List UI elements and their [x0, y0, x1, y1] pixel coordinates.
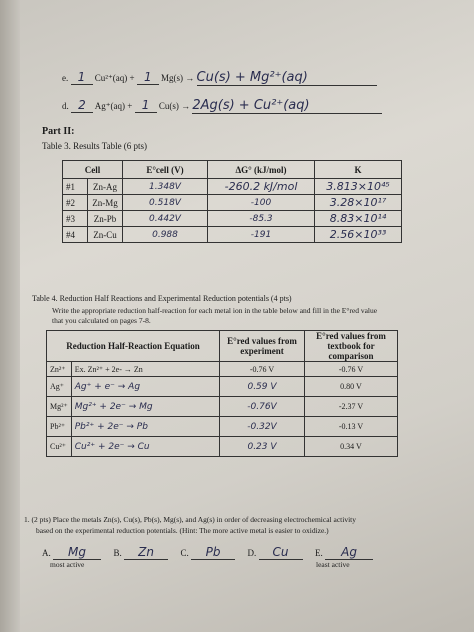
- reaction-d: [62, 98, 382, 114]
- table-row: [63, 227, 402, 243]
- row-dg: -260.2 kJ/mol: [208, 179, 315, 195]
- row-book: -0.76 V: [305, 362, 398, 377]
- question-line-1: (2 pts) Place the metals Zn(s), Cu(s), Pb(s), Mg(s), and Ag(s) in order of decreasing electrochemical activity: [31, 515, 356, 524]
- reaction-e-letter: e.: [62, 73, 69, 83]
- row-num: #1: [63, 179, 88, 195]
- row-ecell: 1.348V: [123, 179, 208, 195]
- reaction-e-reactant2: Mg(s) →: [161, 73, 195, 83]
- header-cell: Cell: [63, 161, 123, 179]
- row-ecell: 0.988: [123, 227, 208, 243]
- row-dg: -85.3: [208, 211, 315, 227]
- reaction-d-letter: d.: [62, 101, 69, 111]
- reduction-table: [46, 330, 398, 457]
- header-dg: ΔG° (kJ/mol): [208, 161, 315, 179]
- table4-instruction-2: that you calculated on pages 7-8.: [52, 316, 151, 325]
- row-ion: Zn²⁺: [47, 362, 72, 377]
- row-book: 0.34 V: [305, 437, 398, 457]
- row-exp: -0.32V: [220, 417, 305, 437]
- part-title: Part II:: [42, 126, 75, 137]
- answer-a-letter: A.: [42, 548, 51, 558]
- reaction-e-products: Cu(s) + Mg²⁺(aq): [197, 70, 377, 86]
- row-equation: Cu²⁺ + 2e⁻ → Cu: [71, 437, 219, 457]
- row-book: -2.37 V: [305, 397, 398, 417]
- reaction-d-coef2: 1: [135, 98, 157, 113]
- table4-caption: Table 4. Reduction Half Reactions and Experimental Reduction potentials (4 pts): [32, 294, 292, 303]
- page-shadow: [0, 0, 20, 632]
- row-ion: Cu²⁺: [47, 437, 72, 457]
- row-cell: Zn-Ag: [88, 179, 123, 195]
- answer-a: Mg: [53, 545, 101, 560]
- row-exp: -0.76 V: [220, 362, 305, 377]
- header-half-reaction: Reduction Half-Reaction Equation: [47, 331, 220, 362]
- answer-b: Zn: [124, 545, 168, 560]
- answer-c: Pb: [191, 545, 235, 560]
- answer-d: Cu: [259, 545, 303, 560]
- row-equation: Ag⁺ + e⁻ → Ag: [71, 377, 219, 397]
- row-dg: -191: [208, 227, 315, 243]
- reaction-e-coef1: 1: [71, 70, 93, 85]
- answer-e-letter: E.: [315, 548, 323, 558]
- row-exp: 0.59 V: [220, 377, 305, 397]
- row-k: 8.83×10¹⁴: [315, 211, 402, 227]
- answer-b-letter: B.: [113, 548, 122, 558]
- row-ion: Mg²⁺: [47, 397, 72, 417]
- answer-row: [42, 545, 373, 560]
- row-k: 3.28×10¹⁷: [315, 195, 402, 211]
- row-equation: Pb²⁺ + 2e⁻ → Pb: [71, 417, 219, 437]
- table-row: [47, 417, 398, 437]
- table3-caption: Table 3. Results Table (6 pts): [42, 141, 148, 151]
- row-num: #2: [63, 195, 88, 211]
- reaction-d-coef1: 2: [71, 98, 93, 113]
- row-book: 0.80 V: [305, 377, 398, 397]
- table-row: [47, 437, 398, 457]
- answer-e: Ag: [325, 545, 373, 560]
- row-cell: Zn-Mg: [88, 195, 123, 211]
- row-ion: Pb²⁺: [47, 417, 72, 437]
- question-number: 1.: [24, 515, 30, 524]
- row-ion: Ag⁺: [47, 377, 72, 397]
- row-k: 3.813×10⁴⁵: [315, 179, 402, 195]
- reaction-e: [62, 70, 377, 86]
- table4-instruction-1: Write the appropriate reduction half-reaction for each metal ion in the table below and fill in the E°red value: [52, 306, 378, 315]
- reaction-d-products: 2Ag(s) + Cu²⁺(aq): [192, 98, 382, 114]
- row-book: -0.13 V: [305, 417, 398, 437]
- row-equation: Mg²⁺ + 2e⁻ → Mg: [71, 397, 219, 417]
- header-ecell: E°cell (V): [123, 161, 208, 179]
- row-ecell: 0.442V: [123, 211, 208, 227]
- table-row: [63, 211, 402, 227]
- row-equation: Ex. Zn²⁺ + 2e- → Zn: [71, 362, 219, 377]
- row-num: #3: [63, 211, 88, 227]
- question-1: [24, 515, 356, 524]
- reaction-e-coef2: 1: [137, 70, 159, 85]
- row-num: #4: [63, 227, 88, 243]
- header-book: E°red values from textbook for comparison: [305, 331, 398, 362]
- row-k: 2.56×10³³: [315, 227, 402, 243]
- row-exp: -0.76V: [220, 397, 305, 417]
- table-row: [63, 179, 402, 195]
- reaction-d-reactant2: Cu(s) →: [158, 101, 191, 111]
- table-row: [47, 397, 398, 417]
- header-k: K: [315, 161, 402, 179]
- row-cell: Zn-Pb: [88, 211, 123, 227]
- table-row: [63, 195, 402, 211]
- answer-c-letter: C.: [180, 548, 189, 558]
- row-dg: -100: [208, 195, 315, 211]
- header-exp: E°red values from experiment: [220, 331, 305, 362]
- row-cell: Zn-Cu: [88, 227, 123, 243]
- least-active-label: least active: [316, 560, 350, 569]
- answer-d-letter: D.: [247, 548, 257, 558]
- results-table: [62, 160, 402, 243]
- row-exp: 0.23 V: [220, 437, 305, 457]
- question-line-2: based on the experimental reduction potentials. (Hint: The more active metal is easier to oxidize.): [36, 526, 329, 535]
- reaction-e-reactant1: Cu²⁺(aq) +: [94, 73, 135, 83]
- table-row: [47, 377, 398, 397]
- most-active-label: most active: [50, 560, 85, 569]
- table-row: [47, 362, 398, 377]
- reaction-d-reactant1: Ag⁺(aq) +: [94, 101, 133, 111]
- row-ecell: 0.518V: [123, 195, 208, 211]
